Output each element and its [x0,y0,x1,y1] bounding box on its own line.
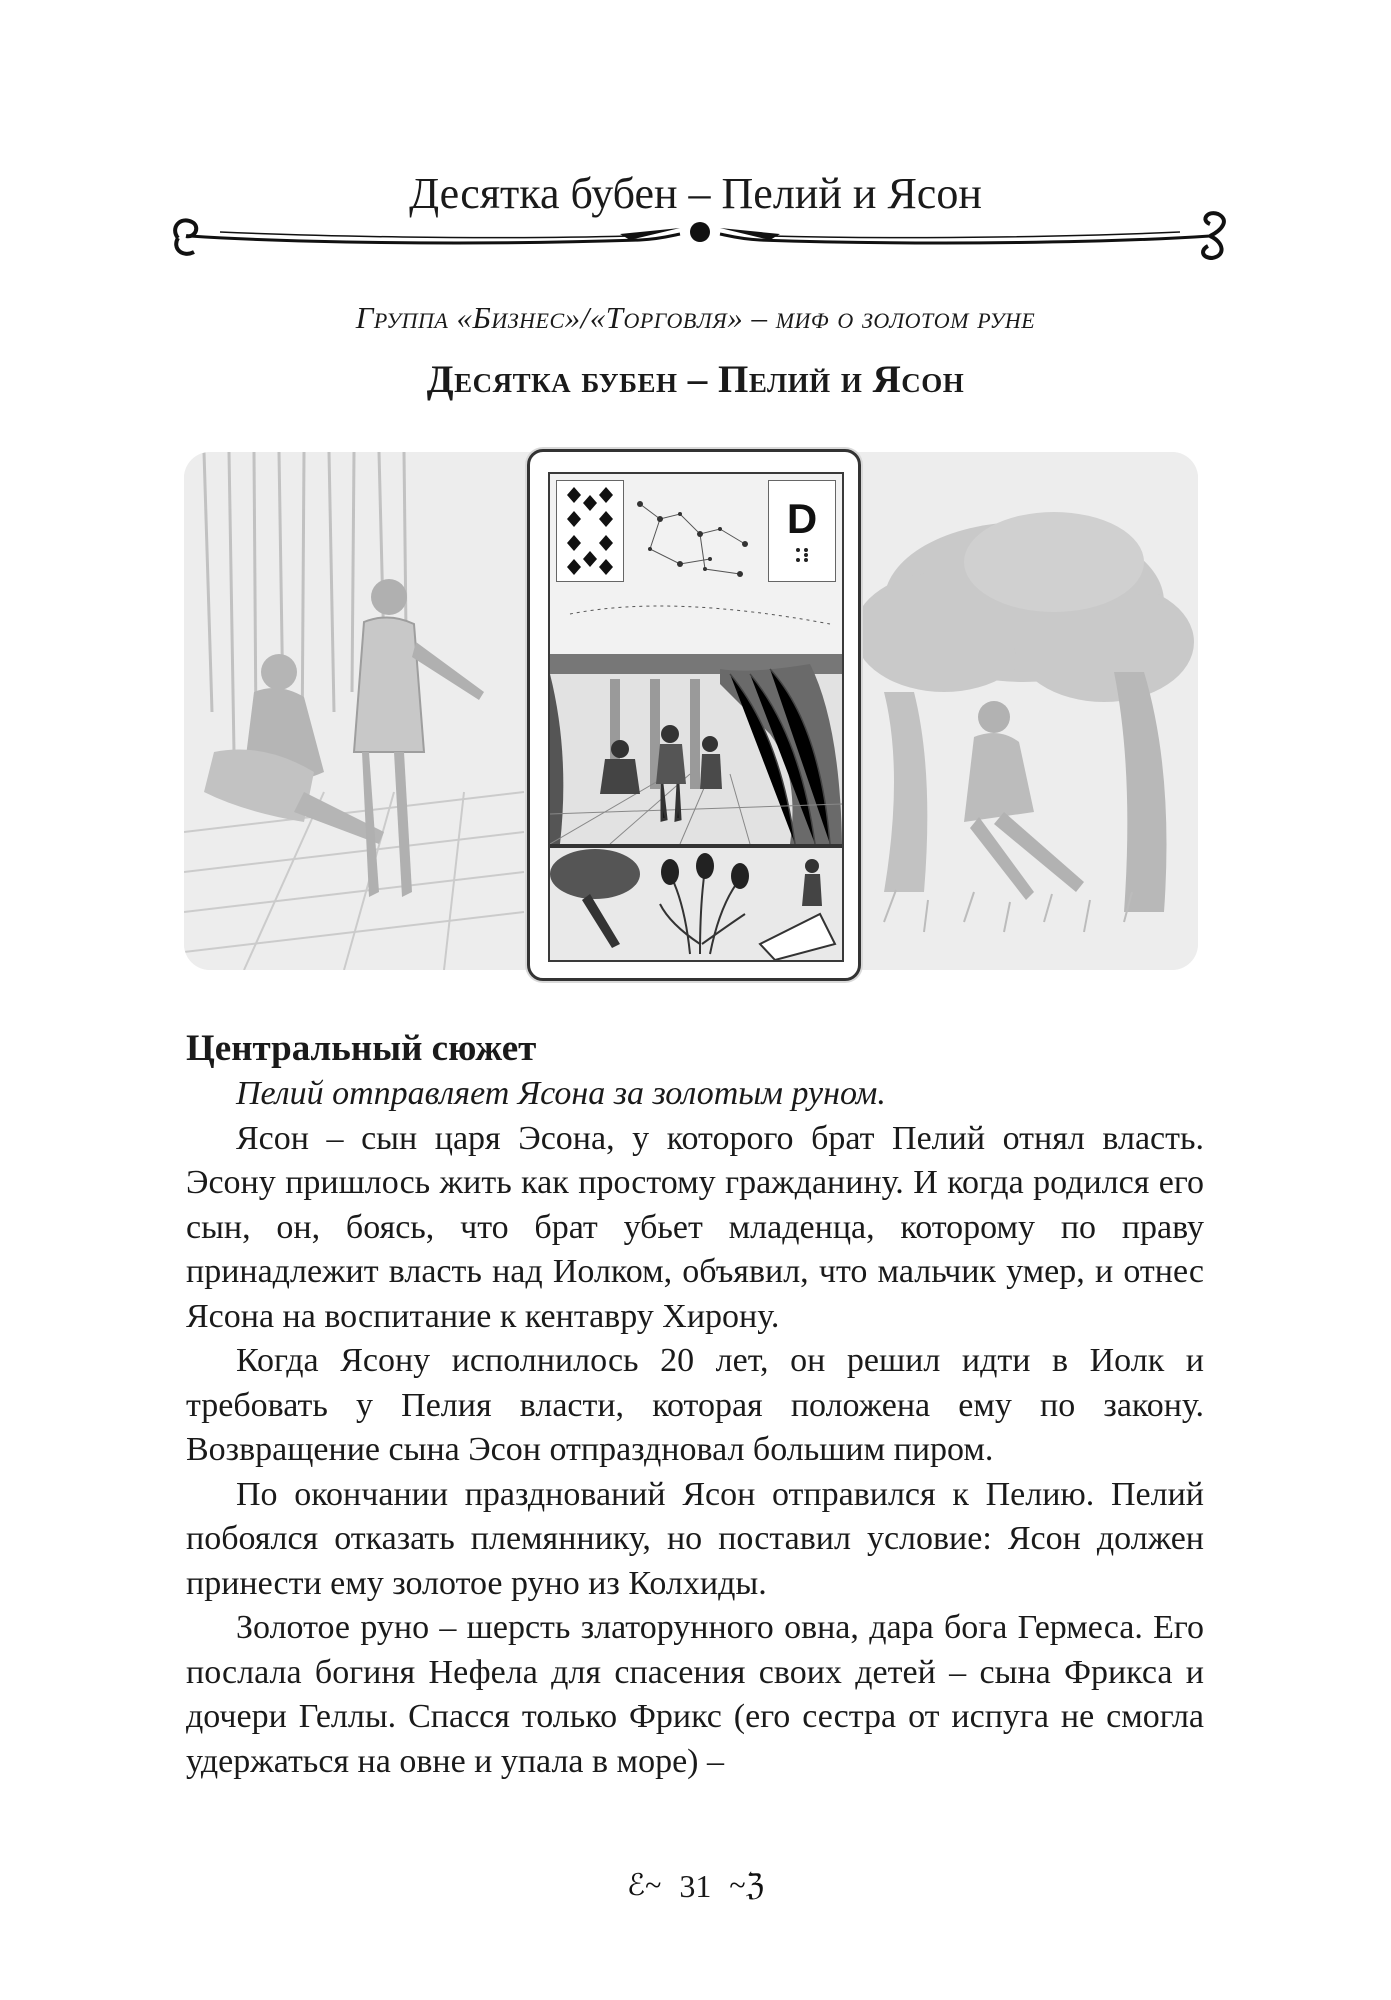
card-letter-index [768,480,836,582]
page-footer [0,1862,1391,1906]
section-title: Десятка бубен – Пелий и Ясон [426,358,965,401]
lenormand-card [527,449,861,981]
paragraph: Ясон – сын царя Эсона, у которого брат Пелий отнял власть. Эсону пришлось жить как простому гражданину. И когда родился его сын, он, боясь, что брат убьет младенца, которому по праву принадлежит власть над Иолком, объявил, что мальчик умер, и отнес Ясона на воспитание к кентавру Хирону. [186,1119,1204,1335]
content-heading: Центральный сюжет [186,1028,537,1069]
article-body [186,1026,1204,1784]
paragraph: Когда Ясону исполнилось 20 лет, он решил идти в Иолк и требовать у Пелия власти, которая положена ему по закону. Возвращение сына Эсон отпраздновал большим пиром. [186,1342,1204,1468]
paragraph: Золотое руно – шерсть златорунного овна, дара бога Гермеса. Его послала богиня Нефела для спасения своих детей – сына Фрикса и дочери Геллы. Спасся только Фрикс (его сестра от испуга не смогла удержаться на овне и упала в море) – [186,1609,1204,1780]
paragraph: По окончании празднований Ясон отправился к Пелию. Пелий побоялся отказать племяннику, но поставил условие: Ясон должен принести ему золотое руно из Колхиды. [186,1475,1204,1602]
card-pip-index [556,480,624,582]
running-title: Десятка бубен – Пелий и Ясон [409,169,982,218]
card-face [548,472,844,962]
page-number: 31 [679,1867,712,1904]
header-flourish-ornament [160,206,1240,266]
section-subtitle: Группа «Бизнес»/«Торговля» – миф о золотом руне [355,300,1036,335]
footer-left-flourish-icon: ℰ~ [626,1868,662,1902]
diamond-icon-pips [557,481,623,581]
lead-sentence: Пелий отправляет Ясона за золотым руном. [236,1075,886,1112]
card-letter: D [786,495,818,542]
braille-dots-icon [792,545,812,565]
footer-right-flourish-icon: ~ℨ [729,1868,765,1902]
